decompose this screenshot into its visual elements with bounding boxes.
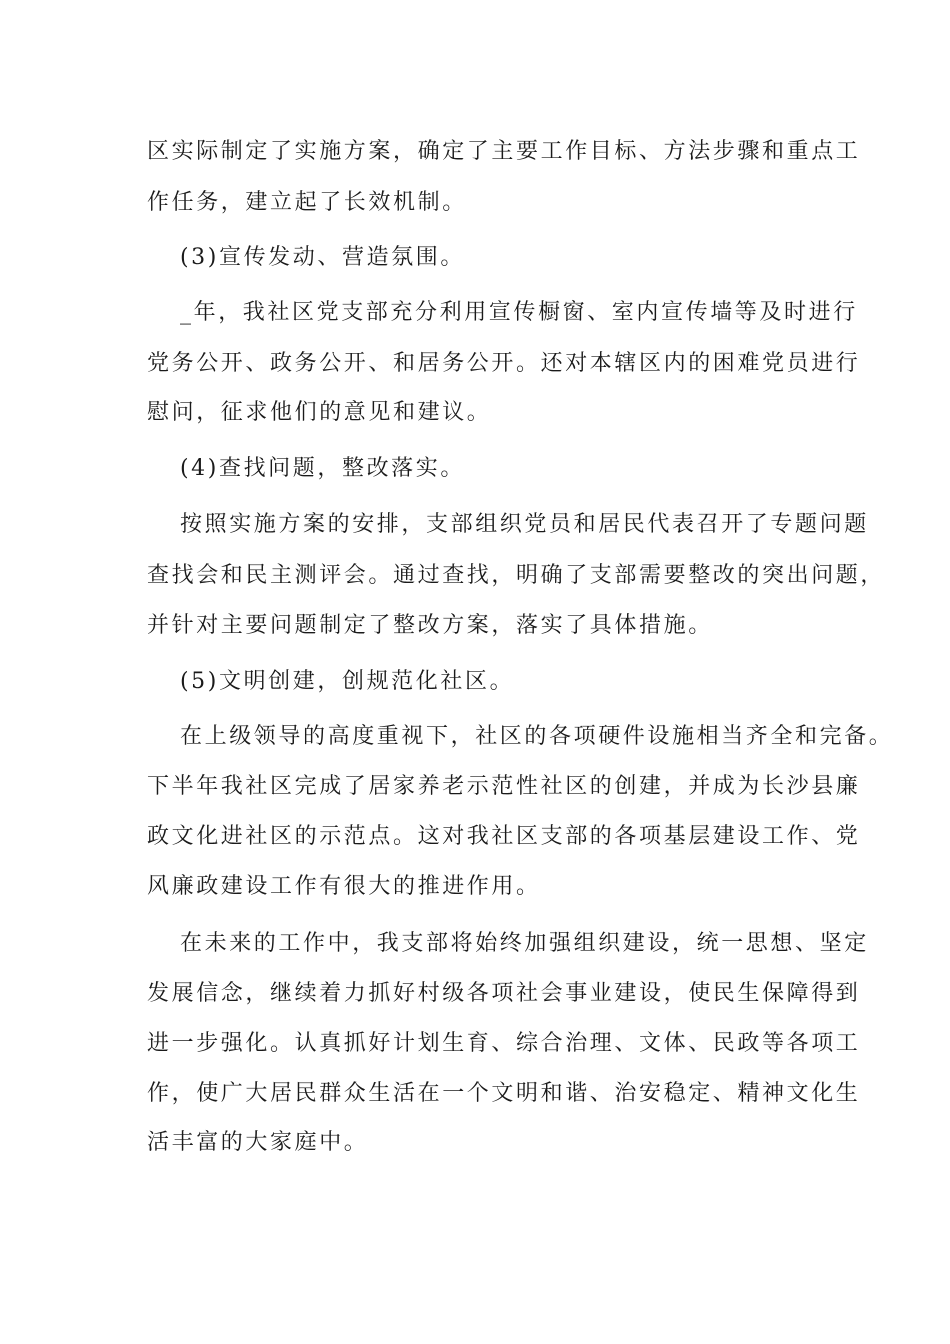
paragraph-5-line-1: 在上级领导的高度重视下，社区的各项硬件设施相当齐全和完备。	[180, 724, 894, 749]
closing-paragraph-line-2: 发展信念，继续着力抓好村级各项社会事业建设，使民生保障得到	[147, 981, 861, 1006]
paragraph-4-line-1: 按照实施方案的安排，支部组织党员和居民代表召开了专题问题	[180, 512, 869, 537]
paragraph-1-line-2: 作任务，建立起了长效机制。	[147, 190, 467, 215]
paragraph-4-line-3: 并针对主要问题制定了整改方案，落实了具体措施。	[147, 613, 713, 638]
closing-paragraph-line-4: 作，使广大居民群众生活在一个文明和谐、治安稳定、精神文化生	[147, 1081, 861, 1106]
paragraph-3-line-2: 党务公开、政务公开、和居务公开。还对本辖区内的困难党员进行	[147, 351, 861, 376]
closing-paragraph-line-3: 进一步强化。认真抓好计划生育、综合治理、文体、民政等各项工	[147, 1031, 861, 1056]
paragraph-3-line-1: _年，我社区党支部充分利用宣传橱窗、室内宣传墙等及时进行	[180, 300, 858, 325]
paragraph-3-line-3: 慰问，征求他们的意见和建议。	[147, 400, 492, 425]
paragraph-5-line-4: 风廉政建设工作有很大的推进作用。	[147, 874, 541, 899]
closing-paragraph-line-5: 活丰富的大家庭中。	[147, 1130, 369, 1155]
paragraph-4-line-2: 查找会和民主测评会。通过查找，明确了支部需要整改的突出问题，	[147, 563, 886, 588]
paragraph-5-line-3: 政文化进社区的示范点。这对我社区支部的各项基层建设工作、党	[147, 824, 861, 849]
section-heading-5: (5)文明创建，创规范化社区。	[180, 669, 515, 694]
paragraph-1-line-1: 区实际制定了实施方案，确定了主要工作目标、方法步骤和重点工	[147, 139, 861, 164]
section-heading-4: (4)查找问题，整改落实。	[180, 456, 465, 481]
paragraph-5-line-2: 下半年我社区完成了居家养老示范性社区的创建，并成为长沙县廉	[147, 774, 861, 799]
section-heading-3: (3)宣传发动、营造氛围。	[180, 245, 465, 270]
closing-paragraph-line-1: 在未来的工作中，我支部将始终加强组织建设，统一思想、坚定	[180, 931, 869, 956]
